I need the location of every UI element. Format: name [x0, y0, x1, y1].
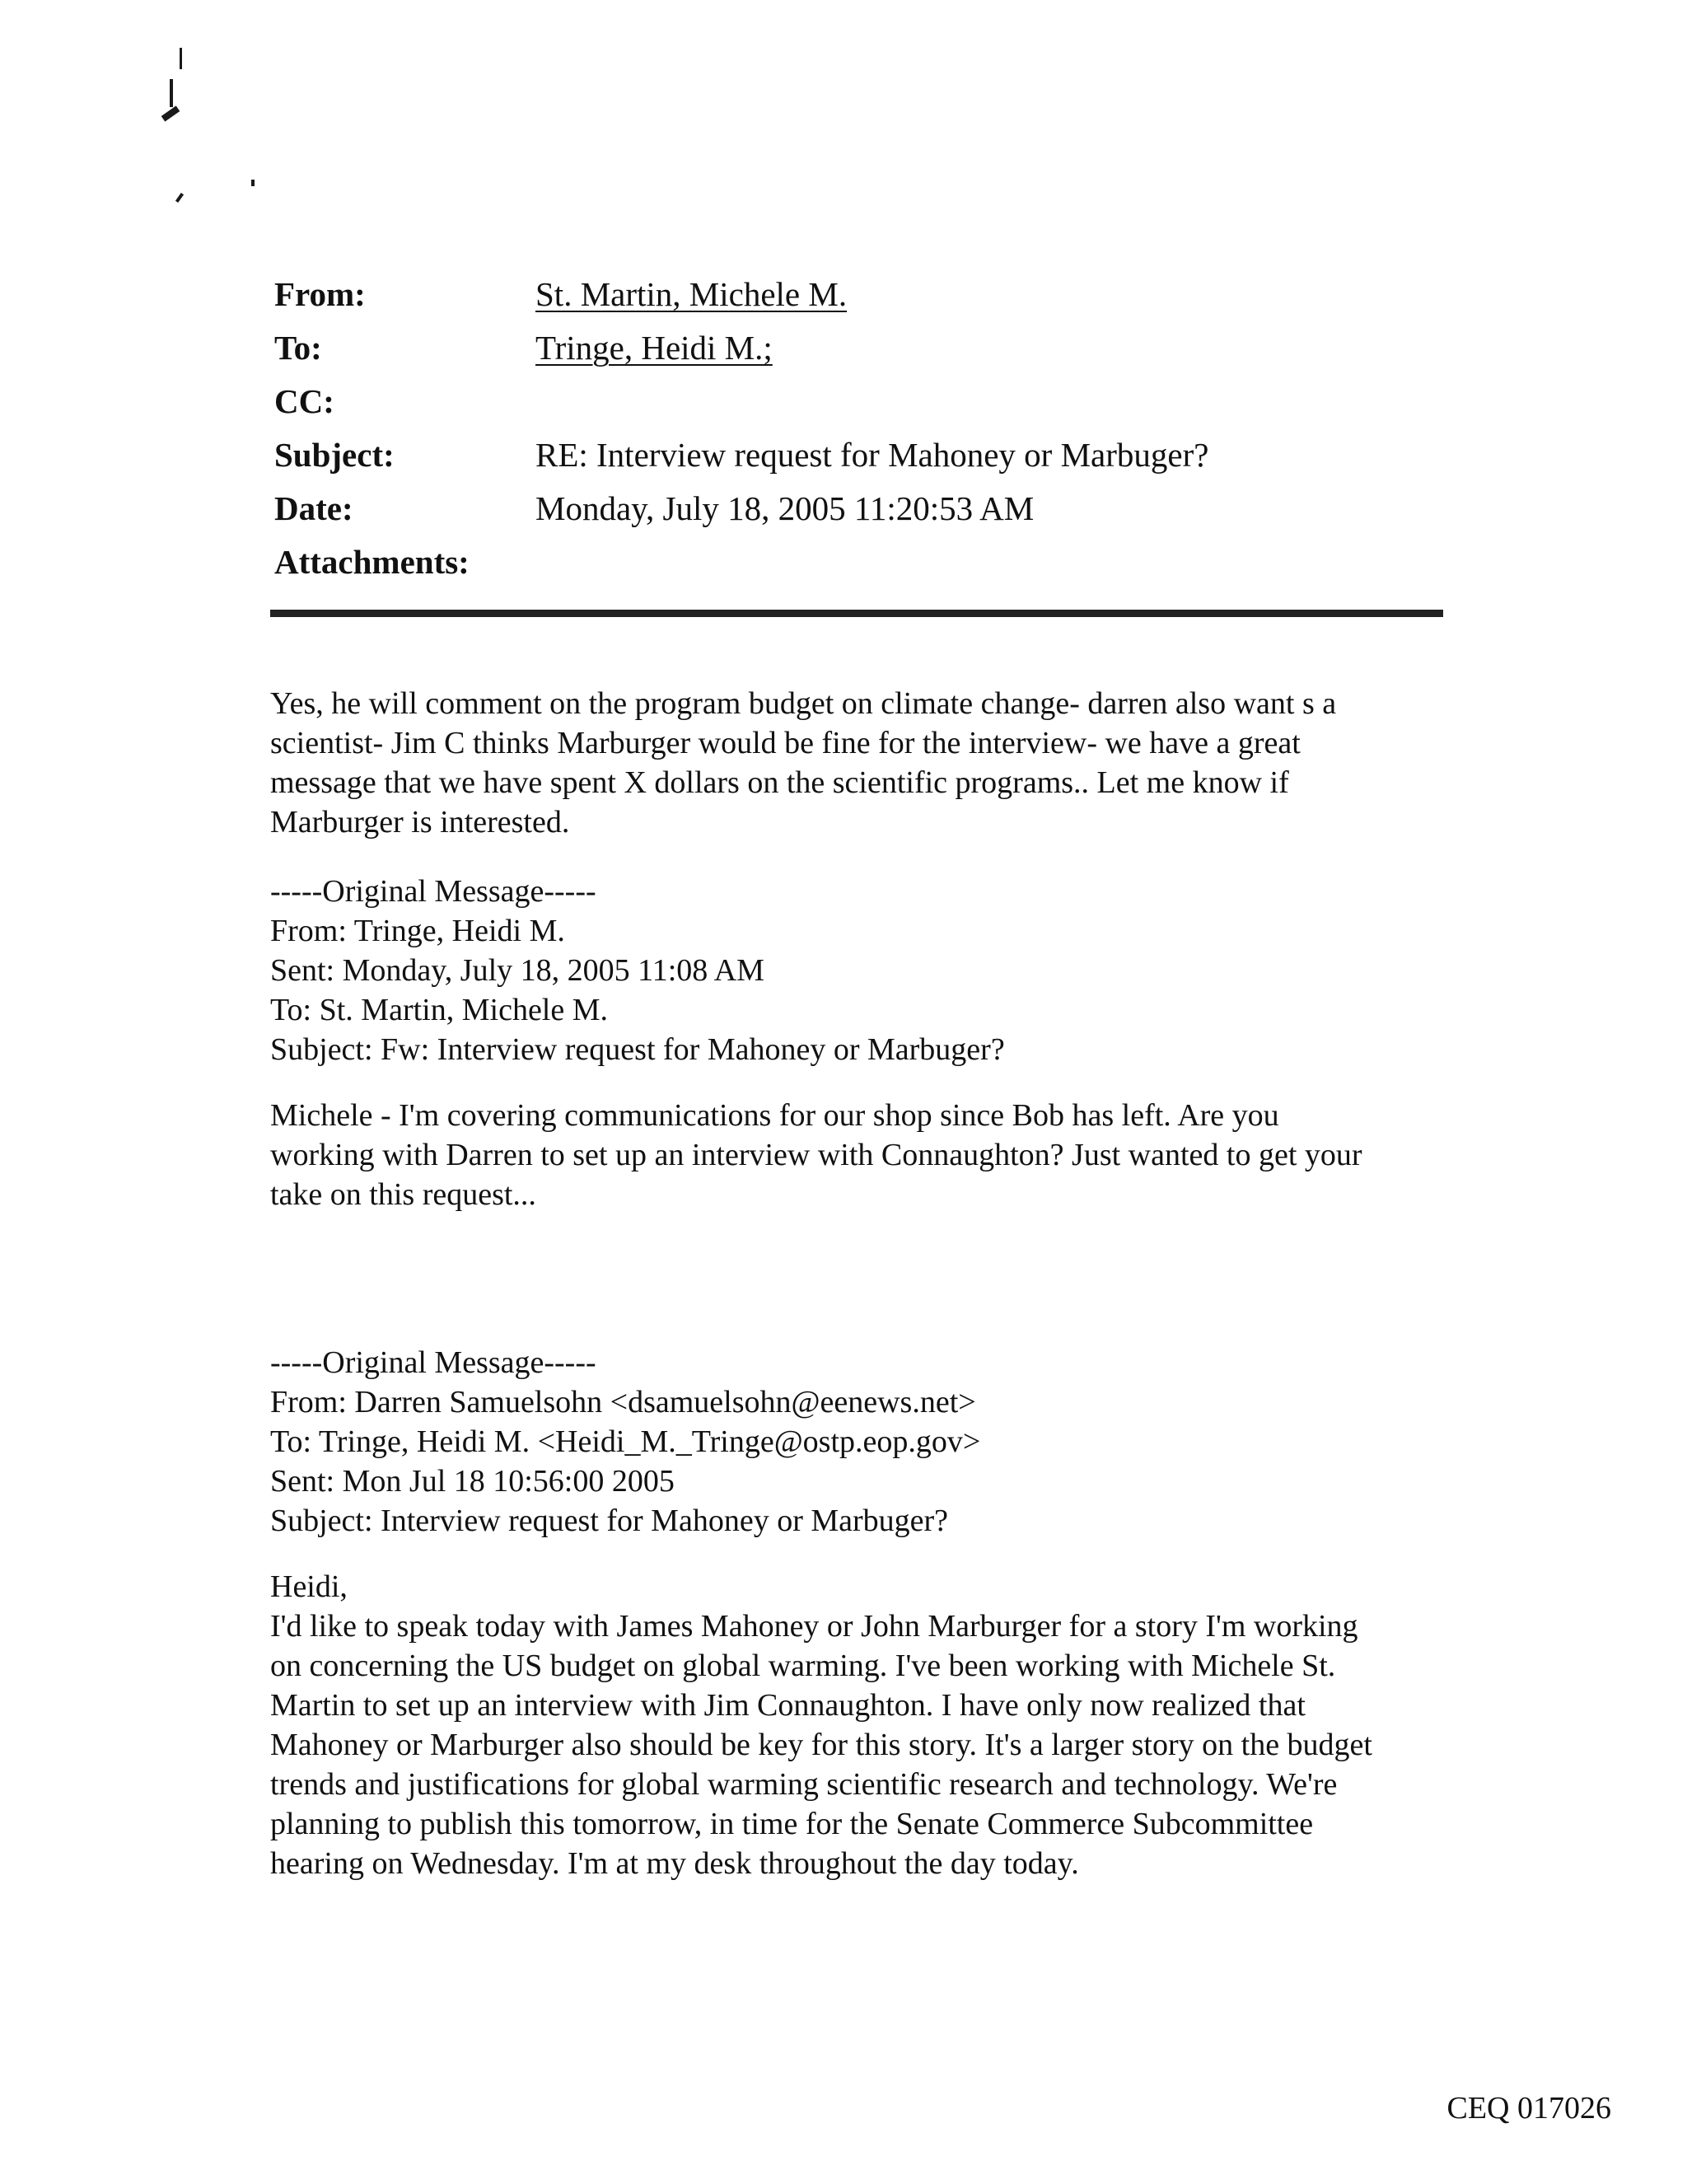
original-to: To: St. Martin, Michele M.: [270, 993, 609, 1027]
message-line: I'd like to speak today with James Mahoney or John Marburger for a story I'm working: [270, 1609, 1358, 1644]
cc-label: CC:: [274, 382, 334, 420]
original-message-2-body: [270, 1567, 1456, 1883]
message-line: trends and justifications for global warming scientific research and technology. We're: [270, 1767, 1338, 1802]
original-message-marker: -----Original Message-----: [270, 1345, 596, 1380]
reply-line: Yes, he will comment on the program budget on climate change- darren also want s a: [270, 686, 1337, 721]
scan-mark: [175, 193, 184, 203]
original-sent: Sent: Mon Jul 18 10:56:00 2005: [270, 1464, 675, 1499]
to-value[interactable]: Tringe, Heidi M.;: [535, 329, 773, 367]
scan-mark: [251, 180, 255, 186]
original-message-1-header: [270, 872, 1456, 1069]
header-divider: [270, 610, 1443, 617]
original-message-1-body: [270, 1096, 1456, 1214]
message-line: take on this request...: [270, 1177, 536, 1212]
subject-label: Subject:: [274, 436, 395, 474]
message-line: on concerning the US budget on global warming. I've been working with Michele St.: [270, 1649, 1336, 1683]
original-message-marker: -----Original Message-----: [270, 874, 596, 909]
original-message-2-header: [270, 1343, 1456, 1541]
scan-mark: [170, 79, 173, 107]
attachments-label: Attachments:: [274, 543, 470, 581]
reply-body: [270, 684, 1456, 842]
message-line: Martin to set up an interview with Jim Connaughton. I have only now realized that: [270, 1688, 1306, 1723]
original-sent: Sent: Monday, July 18, 2005 11:08 AM: [270, 953, 764, 988]
original-subject: Subject: Interview request for Mahoney or Marbuger?: [270, 1504, 949, 1538]
from-label: From:: [274, 275, 366, 313]
original-from: From: Darren Samuelsohn <dsamuelsohn@eenews.net>: [270, 1385, 976, 1419]
message-line: working with Darren to set up an interview with Connaughton? Just wanted to get your: [270, 1138, 1362, 1172]
document-id: CEQ 017026: [1446, 2091, 1611, 2126]
original-to: To: Tringe, Heidi M. <Heidi_M._Tringe@ostp.eop.gov>: [270, 1424, 981, 1459]
subject-value: RE: Interview request for Mahoney or Marbuger?: [535, 436, 1209, 474]
reply-line: message that we have spent X dollars on the scientific programs.. Let me know if: [270, 765, 1289, 800]
scan-mark: [161, 105, 180, 121]
greeting: Heidi,: [270, 1569, 348, 1604]
scan-mark: [180, 48, 182, 69]
reply-line: scientist- Jim C thinks Marburger would be fine for the interview- we have a great: [270, 726, 1301, 760]
original-subject: Subject: Fw: Interview request for Mahoney or Marbuger?: [270, 1032, 1005, 1067]
message-line: hearing on Wednesday. I'm at my desk throughout the day today.: [270, 1846, 1079, 1881]
to-label: To:: [274, 329, 322, 367]
from-value[interactable]: St. Martin, Michele M.: [535, 275, 848, 313]
message-line: planning to publish this tomorrow, in time for the Senate Commerce Subcommittee: [270, 1807, 1314, 1841]
original-from: From: Tringe, Heidi M.: [270, 914, 565, 948]
date-label: Date:: [274, 489, 353, 527]
date-value: Monday, July 18, 2005 11:20:53 AM: [535, 489, 1035, 527]
message-line: Mahoney or Marburger also should be key for this story. It's a larger story on the budget: [270, 1728, 1372, 1762]
message-line: Michele - I'm covering communications for our shop since Bob has left. Are you: [270, 1098, 1279, 1133]
reply-line: Marburger is interested.: [270, 805, 570, 839]
